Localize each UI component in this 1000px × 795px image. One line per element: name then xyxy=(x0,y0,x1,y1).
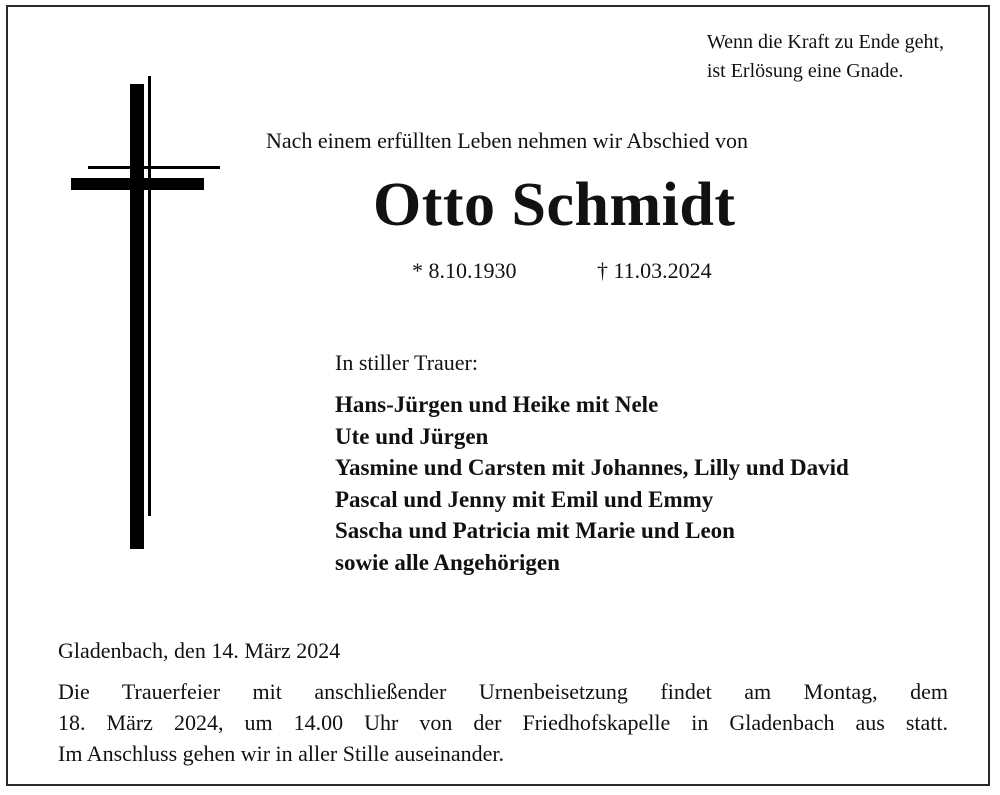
ceremony-text xyxy=(58,676,948,769)
motto-line-2: ist Erlösung eine Gnade. xyxy=(706,60,904,82)
family-list xyxy=(335,389,849,578)
cross-horizontal-bar xyxy=(71,178,204,190)
family-member: Hans-Jürgen und Heike mit Nele xyxy=(335,392,659,417)
family-member: sowie alle Angehörigen xyxy=(335,549,560,575)
ceremony-line-3: Im Anschluss gehen wir in aller Stille auseinander. xyxy=(58,741,505,766)
family-member: Ute und Jürgen xyxy=(335,423,489,449)
mourning-label: In stiller Trauer: xyxy=(335,350,478,375)
cross-vertical-bar xyxy=(130,84,144,549)
family-member: Pascal und Jenny mit Emil und Emmy xyxy=(335,486,714,512)
family-member: Sascha und Patricia mit Marie und Leon xyxy=(335,518,735,543)
ceremony-line-1: Die Trauerfeier mit anschließender Urnenbeisetzung findet am Montag, dem xyxy=(58,679,948,704)
birth-date: * 8.10.1930 xyxy=(412,258,517,283)
ceremony-line-2: 18. März 2024, um 14.00 Uhr von der Friedhofskapelle in Gladenbach aus statt. xyxy=(58,710,948,735)
intro-text: Nach einem erfüllten Leben nehmen wir Abschied von xyxy=(266,128,749,153)
motto xyxy=(707,28,944,86)
deceased-name: Otto Schmidt xyxy=(373,171,736,239)
death-date: † 11.03.2024 xyxy=(597,258,712,283)
place-date: Gladenbach, den 14. März 2024 xyxy=(58,638,341,663)
family-member: Yasmine und Carsten mit Johannes, Lilly und David xyxy=(335,455,849,480)
cross-horizontal-line xyxy=(88,166,220,169)
motto-line-1: Wenn die Kraft zu Ende geht, xyxy=(706,31,944,53)
cross-vertical-line xyxy=(148,76,151,516)
